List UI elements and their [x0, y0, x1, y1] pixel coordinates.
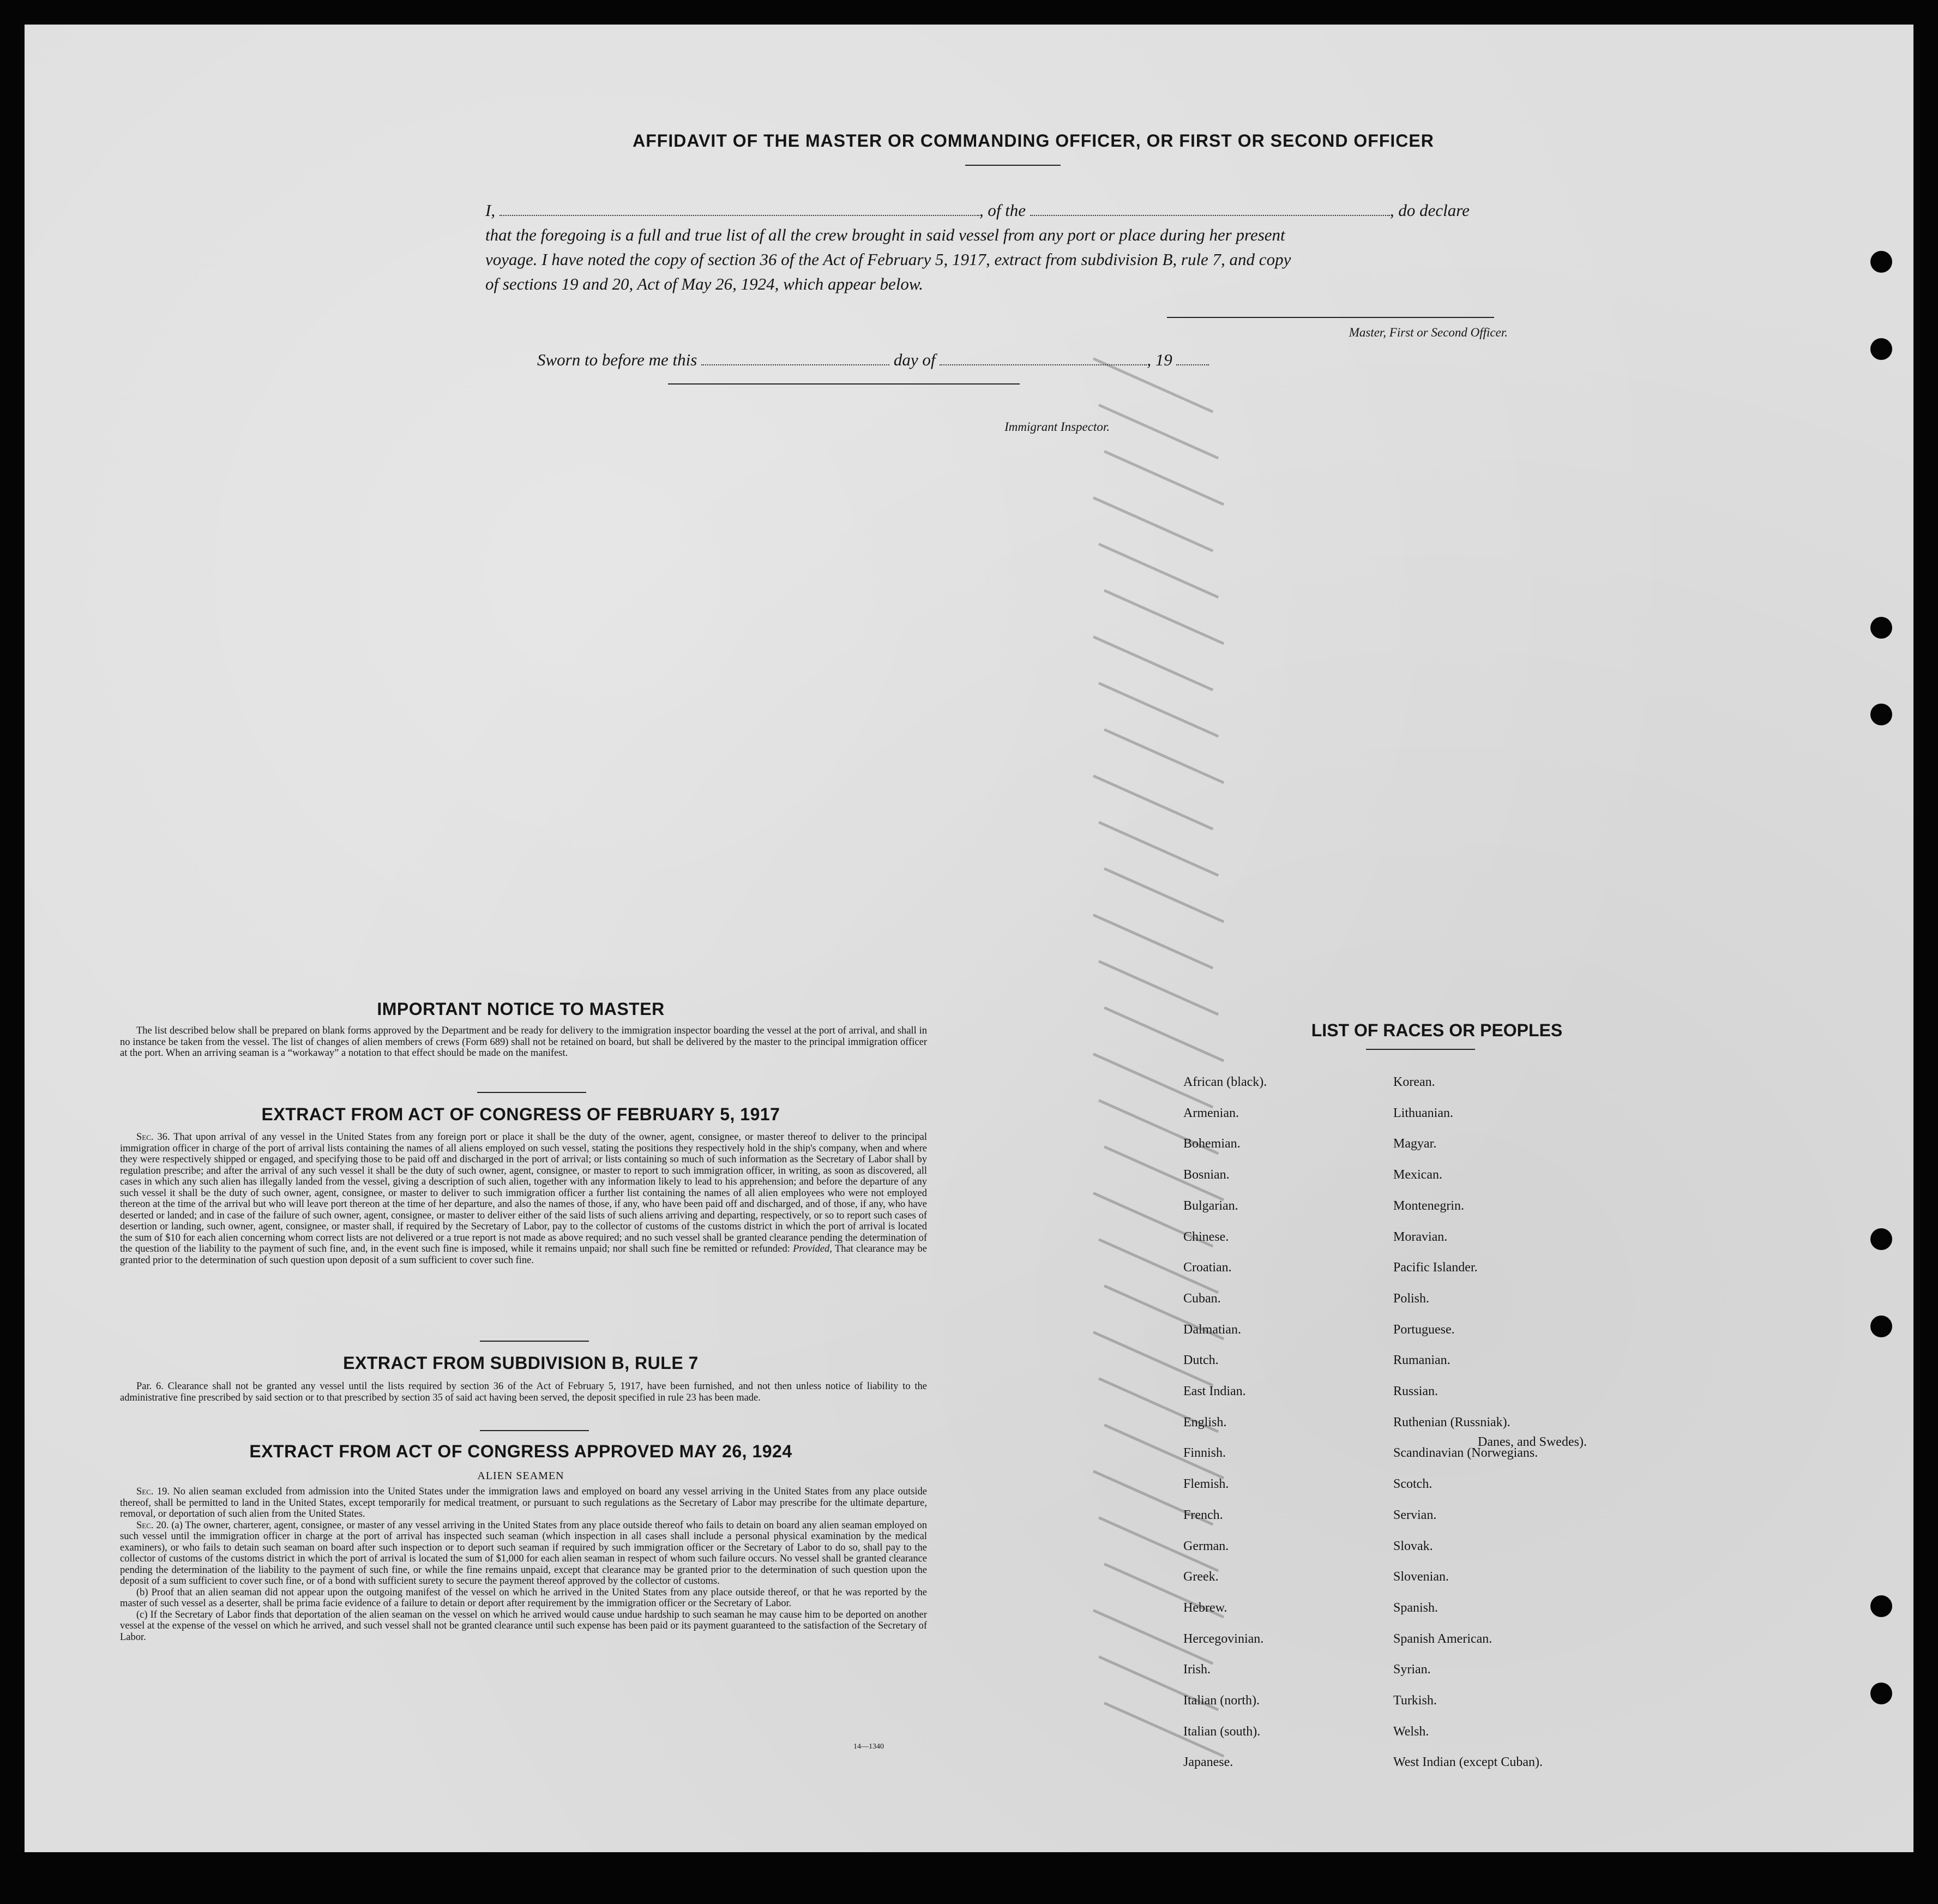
race-item: Korean.	[1393, 1075, 1435, 1089]
sec-20a-text: (a) The owner, charterer, agent, consignee, or master of any vessel arriving in the United States from any place outside thereof who fails to detain on board any alien seaman employed on such vessel until the immigration officer in charge at the port of arrival has inspected such seaman (which inspection in all cases shall include a personal physical examination by the medical examiners), or who fails to detain such seaman on board after such inspection or to deport such seaman if required by such immigration officer or the Secretary of Labor to do so, shall pay to the collector of customs of the customs district in which the port of arrival is located the sum of $1,000 for each alien seaman in respect of whom such failure occurs. No vessel shall be granted clearance pending the determination of the liability to the payment of such fine, or while the fine remains unpaid, except that clearance may be granted prior to the determination of such question upon the deposit of a sum sufficient to cover such fine, or of a bond with sufficient surety to secure the payment thereof approved by the collector of customs.	[120, 1519, 928, 1587]
punch-hole	[1870, 1316, 1892, 1337]
title-rule	[965, 165, 1061, 166]
race-item: Finnish.	[1183, 1446, 1226, 1461]
sec-19-paragraph	[120, 1486, 927, 1520]
notice-title: IMPORTANT NOTICE TO MASTER	[377, 999, 665, 1019]
race-item: Turkish.	[1393, 1693, 1437, 1708]
divider-3	[480, 1430, 589, 1431]
race-item: Syrian.	[1393, 1662, 1431, 1677]
race-item: Slovak.	[1393, 1539, 1433, 1553]
inspector-label: Immigrant Inspector.	[1004, 420, 1110, 434]
race-item: Ruthenian (Russniak).	[1393, 1415, 1510, 1429]
punch-hole	[1870, 251, 1892, 273]
race-item: Spanish.	[1393, 1600, 1439, 1615]
race-item: Flemish.	[1183, 1477, 1229, 1492]
race-item: Croatian.	[1183, 1260, 1232, 1275]
race-item: Scandinavian (Norwegians.	[1393, 1446, 1538, 1461]
race-item: West Indian (except Cuban).	[1393, 1755, 1543, 1770]
race-item: Montenegrin.	[1393, 1198, 1464, 1213]
master-signature-line	[1167, 317, 1494, 318]
races-title: LIST OF RACES OR PEOPLES	[1311, 1020, 1563, 1040]
sec-20b-paragraph: (b) Proof that an alien seaman did not appear upon the outgoing manifest of the vessel on which he arrived in the United States from any place outside thereof, or that he was reported by the master of such vessel as a deserter, shall be prima facie evidence of a failure to detain or deport after requirement by the immigration officer or the Secretary of Labor.	[120, 1587, 927, 1609]
race-item: Bosnian.	[1183, 1168, 1230, 1182]
pencil-mark	[1104, 1006, 1224, 1062]
sworn-year-blank	[1176, 364, 1209, 365]
rule7-paragraph: Par. 6. Clearance shall not be granted any vessel until the lists required by section 36 of the Act of February 5, 1917, have been furnished, and not then unless notice of liability to the administrative fine prescribed by said section or to that prescribed by section 35 of said act having been served, the deposit specified in rule 23 has been made.	[120, 1381, 927, 1403]
divider-1	[477, 1092, 586, 1093]
race-item: Pacific Islander.	[1393, 1260, 1478, 1275]
divider-2	[480, 1341, 589, 1342]
pencil-mark	[1093, 635, 1213, 691]
sec-36-text-end: That clearance may be granted prior to the determination of such question upon deposit of a sum sufficient to cover such fine.	[120, 1244, 928, 1266]
punch-hole	[1870, 704, 1892, 725]
affidavit-line-4: of sections 19 and 20, Act of May 26, 1924, which appear below.	[485, 274, 924, 293]
document-page	[25, 25, 1913, 1852]
race-item: Moravian.	[1393, 1229, 1448, 1244]
pencil-mark	[1104, 728, 1224, 784]
race-item: German.	[1183, 1539, 1229, 1553]
race-item: African (black).	[1183, 1075, 1267, 1089]
race-item: East Indian.	[1183, 1384, 1246, 1398]
notice-text	[120, 1025, 927, 1059]
affidavit-line-3: voyage. I have noted the copy of section 36 of the Act of February 5, 1917, extract from subdivision B, rule 7, and copy	[485, 250, 1291, 269]
pencil-mark	[1093, 496, 1213, 552]
pencil-mark	[1098, 543, 1219, 598]
race-item: Scotch.	[1393, 1477, 1433, 1492]
race-item: Lithuanian.	[1393, 1106, 1453, 1120]
master-signature-label: Master, First or Second Officer.	[1349, 326, 1508, 339]
sworn-month-blank	[940, 364, 1147, 365]
pencil-mark	[1098, 682, 1219, 737]
affidavit-body	[485, 198, 1532, 296]
race-item: Hebrew.	[1183, 1600, 1227, 1615]
pencil-mark	[1104, 589, 1224, 645]
race-item: Bulgarian.	[1183, 1198, 1238, 1213]
pencil-mark	[1104, 867, 1224, 923]
punch-hole	[1870, 1228, 1892, 1250]
extract-1917-text	[120, 1132, 927, 1266]
affidavit-line-1	[485, 198, 1532, 223]
sworn-day-blank	[701, 364, 889, 365]
sec-36-label: Sec. 36.	[136, 1132, 170, 1143]
race-item: Russian.	[1393, 1384, 1439, 1398]
affidavit-i: I,	[485, 201, 496, 220]
inspector-signature-line	[668, 383, 1020, 385]
extract-rule7-text	[120, 1381, 927, 1403]
sworn-year-text: , 19	[1147, 350, 1172, 369]
race-item: Hercegovinian.	[1183, 1631, 1264, 1646]
race-item: Welsh.	[1393, 1724, 1429, 1739]
extract-rule7-title: EXTRACT FROM SUBDIVISION B, RULE 7	[343, 1353, 699, 1373]
sec-36-paragraph	[120, 1132, 927, 1266]
affidavit-line-2: that the foregoing is a full and true list of all the crew brought in said vessel from any port or place during her present	[485, 225, 1285, 244]
race-item: English.	[1183, 1415, 1227, 1429]
name-blank	[499, 215, 979, 216]
sworn-line	[537, 350, 1301, 370]
race-item: Greek.	[1183, 1570, 1219, 1584]
race-item: Italian (north).	[1183, 1693, 1260, 1708]
sworn-day-text: day of	[893, 350, 936, 369]
affidavit-do-declare: , do declare	[1389, 201, 1470, 220]
race-item: Dutch.	[1183, 1353, 1219, 1368]
notice-paragraph: The list described below shall be prepared on blank forms approved by the Department and be ready for delivery to the immigration inspector boarding the vessel at the port of arrival, and shall in no instance be taken from the vessel. The list of changes of alien members of crews (Form 689) shall not be retained on board, but shall be delivered by the master to the principal immigration officer at the port. When an arriving seaman is a “workaway” a notation to that effect should be made on the manifest.	[120, 1025, 927, 1059]
race-item: Magyar.	[1393, 1137, 1437, 1151]
race-item: French.	[1183, 1507, 1223, 1522]
race-right-continuation: Danes, and Swedes).	[1478, 1435, 1587, 1449]
affidavit-of-the: , of the	[979, 201, 1026, 220]
pencil-mark	[1098, 821, 1219, 876]
sec-19-text: No alien seaman excluded from admission into the United States under the immigration laws and employed on board any vessel arriving in the United States from any place outside thereof, shall be permitted to land in the United States, except temporarily for medical treatment, or pursuant to such regulations as the Secretary of Labor may prescribe for the ultimate departure, removal, or deportation of such alien from the United States.	[120, 1486, 928, 1519]
race-item: Japanese.	[1183, 1755, 1233, 1770]
pencil-mark	[1098, 404, 1219, 459]
extract-1924-title: EXTRACT FROM ACT OF CONGRESS APPROVED MAY 26, 1924	[249, 1441, 792, 1461]
race-item: Italian (south).	[1183, 1724, 1261, 1739]
extract-1917-title: EXTRACT FROM ACT OF CONGRESS OF FEBRUARY 5, 1917	[261, 1104, 780, 1124]
form-number: 14—1340	[853, 1743, 884, 1751]
sec-36-provided: Provided,	[793, 1244, 832, 1254]
punch-hole	[1870, 1595, 1892, 1617]
pencil-mark	[1093, 774, 1213, 830]
race-item: Rumanian.	[1393, 1353, 1451, 1368]
punch-hole	[1870, 617, 1892, 639]
races-title-rule	[1366, 1049, 1475, 1050]
race-item: Spanish American.	[1393, 1631, 1492, 1646]
affidavit-title: AFFIDAVIT OF THE MASTER OR COMMANDING OFFICER, OR FIRST OR SECOND OFFICER	[633, 131, 1434, 151]
race-item: Irish.	[1183, 1662, 1211, 1677]
sec-19-label: Sec. 19.	[136, 1486, 170, 1497]
race-item: Bohemian.	[1183, 1137, 1241, 1151]
punch-hole	[1870, 338, 1892, 360]
sec-20c-paragraph: (c) If the Secretary of Labor finds that deportation of the alien seaman on the vessel on which he arrived would cause undue hardship to such seaman he may cause him to be deported on another vessel at the expense of the vessel on which he arrived, and such vessel shall not be granted clearance until such expense has been paid or its payment guaranteed to the satisfaction of the Secretary of Labor.	[120, 1609, 927, 1643]
sec-36-text: That upon arrival of any vessel in the United States from any foreign port or place it shall be the duty of the owner, agent, consignee, or master thereof to deliver to the principal immigration officer in charge of the port of arrival lists containing the names of all aliens employed on such vessel, stating the positions they respectively hold in the ship's company, when and where they were respectively shipped or engaged, and specifying those to be paid off and discharged in the port of arrival; or lists containing so much of such information as the Secretary of Labor shall by regulation prescribe; and after the arrival of any such vessel it shall be the duty of such owner, agent, consignee, or master to report to such immigration officer, in writing, as soon as discovered, all cases in which any such alien has illegally landed from the vessel, giving a description of such alien, together with any information likely to lead to his apprehension; and before the departure of any such vessel it shall be the duty of such owner, agent, consignee, or master to deliver to such immigration officer a further list containing the names of all alien employees who were not employed thereon at the time of the arrival but who will leave port thereon at the time of her departure, and also the names of those, if any, who have been paid off and discharged, and of those, if any, who have deserted or landed; and in case of the failure of such owner, agent, consignee, or master to deliver either of the said lists of such aliens arriving and departing, respectively, or so to report such cases of desertion or landing, such owner, agent, consignee, or master shall, if required by the Secretary of Labor, pay to the collector of customs of the customs district in which the port of arrival is located the sum of $10 for each alien concerning whom correct lists are not delivered or a true report is not made as above required; and no such vessel shall be granted clearance pending the determination of the question of the liability to the payment of such fine, and, in the event such fine is imposed, while it remains unpaid; nor shall such fine be remitted or refunded:	[120, 1132, 928, 1254]
race-item: Dalmatian.	[1183, 1322, 1241, 1337]
race-item: Portuguese.	[1393, 1322, 1455, 1337]
race-item: Polish.	[1393, 1291, 1430, 1306]
vessel-blank	[1030, 215, 1390, 216]
race-item: Chinese.	[1183, 1229, 1229, 1244]
extract-1924-text	[120, 1486, 927, 1643]
sec-20-label: Sec. 20.	[136, 1519, 169, 1531]
sworn-prefix: Sworn to before me this	[537, 350, 697, 369]
alien-seamen-subtitle: ALIEN SEAMEN	[477, 1470, 564, 1482]
race-item: Armenian.	[1183, 1106, 1239, 1120]
race-item: Servian.	[1393, 1507, 1437, 1522]
race-item: Cuban.	[1183, 1291, 1221, 1306]
pencil-mark	[1093, 914, 1213, 969]
punch-hole	[1870, 1683, 1892, 1704]
pencil-mark	[1104, 450, 1224, 506]
pencil-mark	[1098, 960, 1219, 1016]
sec-20a-paragraph	[120, 1520, 927, 1587]
race-item: Slovenian.	[1393, 1570, 1449, 1584]
race-item: Mexican.	[1393, 1168, 1442, 1182]
